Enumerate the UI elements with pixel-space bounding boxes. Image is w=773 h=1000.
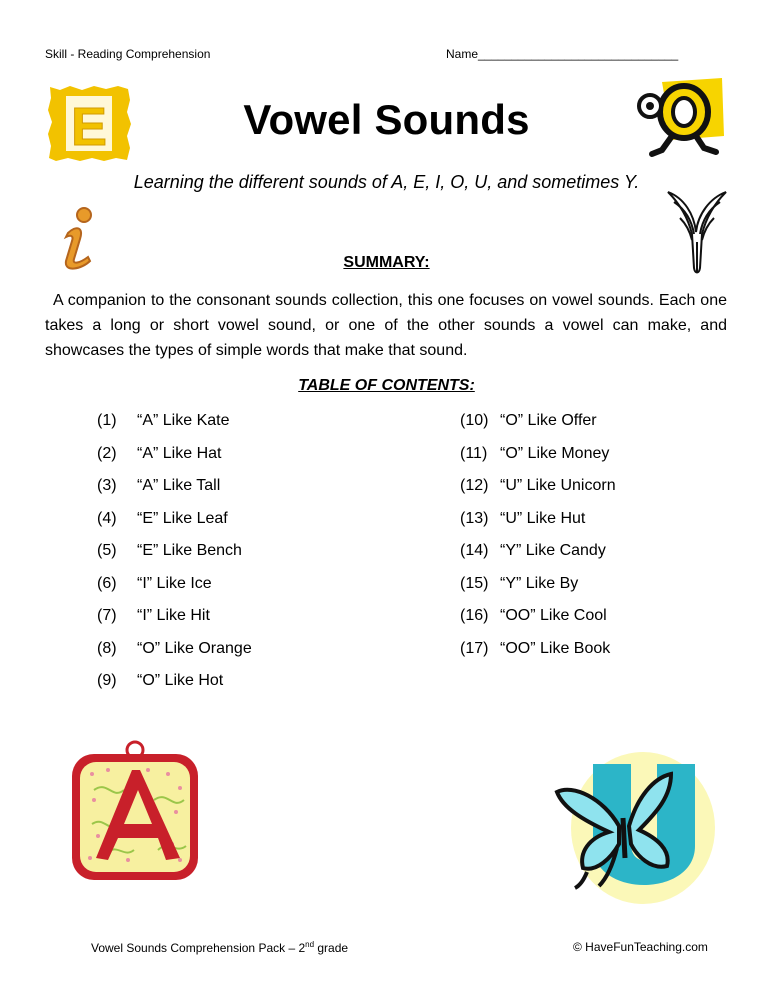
toc-item-label: “I” Like Hit (137, 607, 210, 624)
footer-pack-sup: nd (305, 940, 315, 949)
skill-label: Skill - Reading Comprehension (45, 47, 211, 61)
toc-item (97, 575, 252, 608)
svg-text:E: E (70, 97, 108, 157)
toc-item (97, 510, 252, 543)
toc-item-label: “I” Like Ice (137, 574, 212, 592)
toc-item-number: (7) (97, 607, 117, 624)
toc-item-number: (14) (460, 542, 489, 559)
summary-text: A companion to the consonant sounds collection, this one focuses on vowel sounds. Each one takes a long or short vowel sound, or one of the other sounds a vowel can make, and showcases the types of simple words that make that sound. (45, 292, 727, 359)
toc-item-label: “O” Like Orange (137, 639, 252, 657)
toc-item (97, 477, 252, 510)
toc-item-label: “A” Like Tall (137, 477, 221, 494)
floral-letter-a-icon (68, 740, 202, 884)
toc-item (460, 575, 616, 608)
toc-item-number: (9) (97, 672, 117, 689)
page-title: Vowel Sounds (243, 96, 530, 143)
toc-item (460, 412, 616, 445)
toc-item (97, 607, 252, 640)
toc-item (460, 607, 616, 640)
footer-pack-prefix: Vowel Sounds Comprehension Pack – 2 (91, 941, 306, 955)
toc-item-number: (10) (460, 412, 489, 429)
toc-item-label: “E” Like Leaf (137, 509, 228, 527)
toc-item-number: (13) (460, 509, 489, 527)
toc-left-column (97, 412, 252, 705)
toc-item-number: (8) (97, 639, 117, 657)
toc-item-number: (1) (97, 412, 117, 429)
toc-item-label: “E” Like Bench (137, 542, 242, 559)
summary-heading: SUMMARY: (343, 254, 430, 271)
name-field: Name______________________________ (446, 47, 679, 61)
toc-item-label: “O” Like Offer (500, 412, 597, 429)
toc-item-label: “Y” Like By (500, 574, 579, 592)
toc-item-number: (5) (97, 542, 117, 559)
footer-pack-label (91, 940, 348, 955)
toc-item-number: (16) (460, 607, 489, 624)
toc-item (97, 542, 252, 575)
toc-item (97, 412, 252, 445)
toc-item-number: (15) (460, 574, 489, 592)
toc-item-label: “A” Like Hat (137, 444, 222, 462)
toc-item-number: (17) (460, 639, 489, 657)
toc-item (97, 640, 252, 673)
toc-item (460, 510, 616, 543)
toc-item-number: (11) (460, 444, 488, 462)
footer-pack-suffix: grade (314, 941, 349, 955)
toc-heading: TABLE OF CONTENTS: (298, 377, 475, 394)
toc-right-column (460, 412, 616, 672)
toc-item-label: “U” Like Hut (500, 509, 586, 527)
toc-item-label: “O” Like Money (500, 444, 610, 462)
toc-item (97, 672, 252, 705)
toc-item-number: (6) (97, 574, 117, 592)
toc-item-label: “U” Like Unicorn (500, 477, 616, 494)
toc-item-label: “O” Like Hot (137, 672, 224, 689)
toc-item-number: (3) (97, 477, 117, 494)
page-subtitle: Learning the different sounds of A, E, I, O, U, and sometimes Y. (133, 172, 640, 192)
toc-item-label: “Y” Like Candy (500, 542, 606, 559)
butterfly-letter-u-icon (553, 748, 715, 906)
toc-item (97, 445, 252, 478)
toc-item (460, 477, 616, 510)
toc-item-number: (2) (97, 444, 117, 462)
toc-item-number: (12) (460, 477, 489, 494)
toc-item-label: “OO” Like Book (500, 639, 611, 657)
toc-item-label: “OO” Like Cool (500, 607, 607, 624)
toc-item (460, 542, 616, 575)
footer-copyright: © HaveFunTeaching.com (573, 940, 708, 954)
toc-item-label: “A” Like Kate (137, 412, 230, 429)
toc-item (460, 640, 616, 673)
toc-item-number: (4) (97, 509, 117, 527)
toc-item (460, 445, 616, 478)
